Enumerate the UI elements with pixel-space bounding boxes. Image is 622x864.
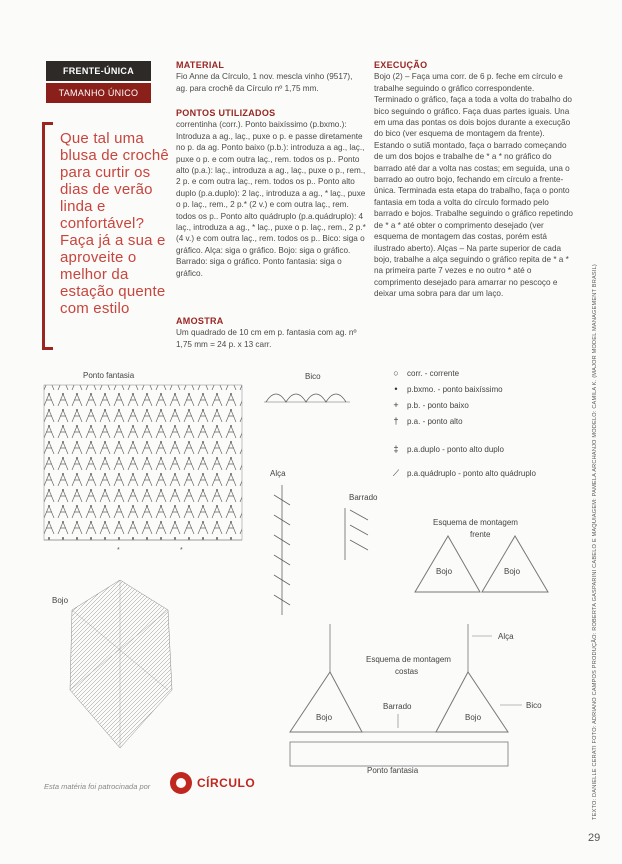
execucao-section xyxy=(374,60,574,300)
ponto-fantasia-star-2: * xyxy=(180,547,183,554)
ponto-baixo-icon: + xyxy=(393,400,399,410)
frente-bojo-left: Bojo xyxy=(436,567,453,576)
page-number: 29 xyxy=(588,832,601,844)
section-subtitle: TAMANHO ÚNICO xyxy=(46,83,151,103)
alca-chart xyxy=(274,485,290,615)
costas-alca-label: Alça xyxy=(498,632,514,641)
section-tag xyxy=(46,61,151,104)
costas-bojo-right: Bojo xyxy=(465,713,482,722)
ponto-fantasia-star: * xyxy=(117,547,120,554)
pull-quote xyxy=(42,120,169,350)
barrado-label: Barrado xyxy=(349,493,378,502)
costas-bico-label: Bico xyxy=(526,701,542,710)
frente-bojo-right: Bojo xyxy=(504,567,521,576)
pontos-text: correntinha (corr.). Ponto baixíssimo (p.bxmo.): Introduza a ag., laç., puxe o p. e passe diretamente no p. da ag. Ponto baixo (p.b.): introduza a ag., laç., puxe o p. e com outra laç., rem. todos os p.. Ponto alto (p.a.): laç., introduza a ag., laç., puxe o p., rem., 2 p. e com outra laç., rem. todos os p.. Ponto alto duplo (p.a.duplo): 2 laç., introduza a ag., * laç., puxe o p. laç., rem., 2 p.* (2 v.) e com outra laç., rem. todos os p.. Ponto alto quádruplo (p.a.quádruplo): 4 laç., introduza a ag., * laç., puxe o p. laç., rem., 2 p.* (4 v.) e com outra laç., rem. todos os p.. Bico: siga o gráfico. Alça: siga o gráfico. Bojo: siga o gráfico. Barrado: siga o gráfico. Ponto fantasia: siga o gráfico. xyxy=(176,120,366,278)
costas-barrado-label: Barrado xyxy=(383,702,412,711)
ponto-alto-icon: † xyxy=(393,416,399,426)
corrente-icon: ○ xyxy=(393,368,399,378)
legend-item: + p.b. - ponto baixo xyxy=(385,397,585,413)
ponto-baixissimo-icon: • xyxy=(394,384,398,394)
costas-bojo-left-shape xyxy=(290,672,362,732)
bojo-label: Bojo xyxy=(52,596,69,605)
execucao-text: Bojo (2) – Faça uma corr. de 6 p. feche em círculo e trabalhe seguindo o gráfico correspondente. Terminado o gráfico, faça a toda a volta do trabalho do bico seguindo o gráfico. Faça duas partes iguais. Una em uma das pontas os dois bojos durante a execução do bico (ver esquema de montagem da frente). Estando o sutiã montado, faça o barrado começando de um dos bojos e trabalhe de * a * no gráfico do barrado até dar a volta nas costas; em seguida, una o barrado ao outro bojo, fechando em círculo a frente-única. Terminada esta etapa do trabalho, faça o ponto fantasia em toda a volta do círculo formado pelo barrado e bojos. Trabalhe seguindo o gráfico repetindo de * a * até obter o comprimento desejado (ver esquema de montagem das costas, porém está ilustrado aberto). Alças – Na parte superior de cada bojo, trabalhe a alça seguindo o gráfico repita de * a * na primeira parte 7 vezes e no outro * até o comprimento desejado para amarrar no pescoço e deixar uma sobra para dar um laço. xyxy=(374,72,573,299)
legend-item: ⟋ p.a.quádruplo - ponto alto quádruplo xyxy=(385,465,585,481)
material-text: Fio Anne da Círculo, 1 nov. mescla vinho (9517), ag. para crochê da Círculo nº 1,75 mm. xyxy=(176,72,353,93)
bico-chart xyxy=(266,394,346,402)
credits-sidebar xyxy=(592,264,622,820)
pontos-section xyxy=(176,108,366,279)
brand-name: CÍRCULO xyxy=(197,776,256,790)
barrado-chart xyxy=(345,508,368,560)
costas-title-1: Esquema de montagem xyxy=(366,655,451,664)
sponsor-text: Esta matéria foi patrocinada por xyxy=(44,782,151,791)
frente-title-2: frente xyxy=(470,530,491,539)
material-heading: MATERIAL xyxy=(176,60,225,70)
ponto-fantasia-label: Ponto fantasia xyxy=(83,371,135,380)
pontos-heading: PONTOS UTILIZADOS xyxy=(176,108,276,118)
legend-item: • p.bxmo. - ponto baixíssimo xyxy=(385,381,585,397)
frente-bojo-left-shape xyxy=(415,536,480,592)
quote-text: Que tal uma blusa de crochê para curtir os dias de verão linda e confortável? Faça já a sua e aproveite o melhor da estação quente com estilo xyxy=(60,130,169,317)
bico-label: Bico xyxy=(305,372,321,381)
ponto-alto-duplo-icon: ‡ xyxy=(393,444,399,454)
costas-bojo-right-shape xyxy=(436,672,508,732)
credits-text: TEXTO: DANIELLE CERATI FOTO: ADRIANO CAMPOS PRODUÇÃO: ROBERTA GASPARINI CABELO E MAQUIAGEM: PAMELA ARCHANJO MODELO: CAMILA K. (MAJOR MODEL MANAGEMENT BRASIL) xyxy=(592,264,598,820)
costas-fantasia-rect xyxy=(290,742,508,766)
frente-bojo-right-shape xyxy=(482,536,548,592)
amostra-heading: AMOSTRA xyxy=(176,316,224,326)
legend-item: † p.a. - ponto alto xyxy=(385,413,585,429)
execucao-heading: EXECUÇÃO xyxy=(374,60,428,70)
section-title: FRENTE-ÚNICA xyxy=(46,61,151,81)
amostra-section xyxy=(176,316,366,350)
brand-logo xyxy=(170,772,255,794)
quote-bracket xyxy=(42,122,53,350)
bojo-chart xyxy=(70,580,172,748)
material-section xyxy=(176,60,366,94)
ponto-alto-quadruplo-icon: ⟋ xyxy=(392,467,400,478)
legend xyxy=(385,365,585,481)
legend-item: ‡ p.a.duplo - ponto alto duplo xyxy=(385,441,585,457)
ponto-fantasia-chart xyxy=(44,385,242,540)
costas-bojo-left: Bojo xyxy=(316,713,333,722)
frente-title-1: Esquema de montagem xyxy=(433,518,518,527)
circulo-logo-icon xyxy=(170,772,192,794)
costas-title-2: costas xyxy=(395,667,419,676)
legend-item: ○ corr. - corrente xyxy=(385,365,585,381)
costas-fantasia-label: Ponto fantasia xyxy=(367,766,419,775)
alca-label: Alça xyxy=(270,469,286,478)
amostra-text: Um quadrado de 10 cm em p. fantasia com ag. nº 1,75 mm = 24 p. x 13 carr. xyxy=(176,328,357,349)
